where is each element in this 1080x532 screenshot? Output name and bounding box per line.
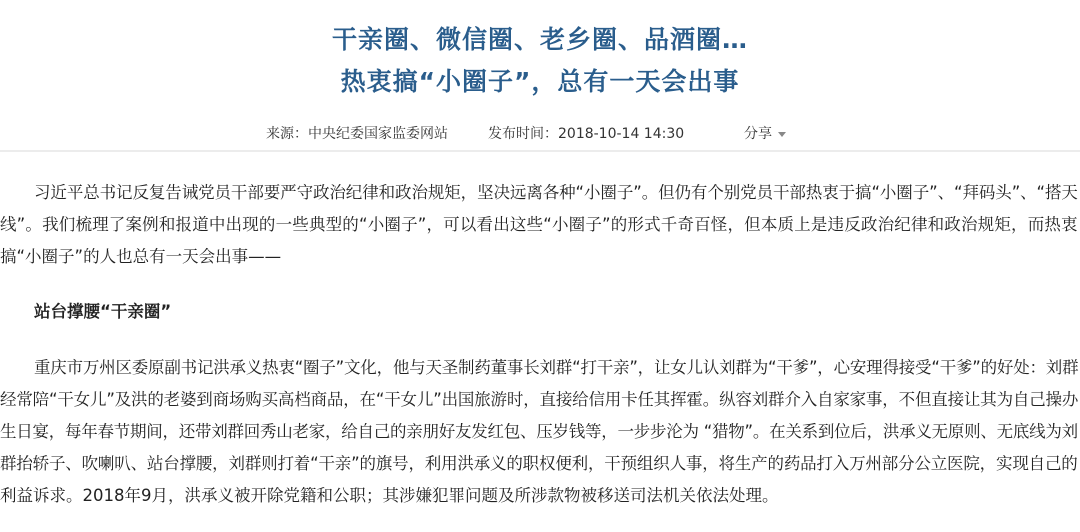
- article-source: 来源：中央纪委国家监委网站: [266, 126, 448, 142]
- section-line: 重庆市万州区委原副书记洪承义热衷“圈子”文化，他与天圣制药董事长刘群“打干亲”，让女儿认刘群为“干爹”，心安理得接受“干爹”的好处：刘群: [34, 358, 1079, 377]
- header-divider: [0, 150, 1080, 152]
- article-title-line-1: 干亲圈、微信圈、老乡圈、品酒圈…: [331, 25, 748, 54]
- section-heading: 站台撑腰“干亲圈”: [34, 302, 172, 321]
- caret-down-icon: [778, 132, 786, 137]
- intro-line: 习近平总书记反复告诫党员干部要严守政治纪律和政治规矩，坚决远离各种“小圈子”。但仍有个别党员干部热衷于搞“小圈子”、“拜码头”、“搭天: [34, 183, 1078, 202]
- share-label: 分享: [744, 126, 772, 142]
- intro-line: 线”。我们梳理了案例和报道中出现的一些典型的“小圈子”，可以看出这些“小圈子”的形式千奇百怪，但本质上是违反政治纪律和政治规矩，而热衷: [0, 215, 1078, 234]
- publish-time: 发布时间：2018-10-14 14:30: [488, 126, 685, 142]
- section-line: 利益诉求。2018年9月，洪承义被开除党籍和公职；其涉嫌犯罪问题及所涉款物被移送司法机关依法处理。: [0, 486, 779, 505]
- share-button[interactable]: [744, 123, 786, 143]
- section-line: 群抬轿子、吹喇叭、站台撑腰，刘群则打着“干亲”的旗号，利用洪承义的职权便利，干预组织人事，将生产的药品打入万州部分公立医院，实现自己的: [0, 454, 1078, 473]
- section-line: 生日宴，每年春节期间，还带刘群回秀山老家，给自己的亲朋好友发红包、压岁钱等，一步步沦为 “猎物”。在关系到位后，洪承义无原则、无底线为刘: [0, 422, 1078, 441]
- section-line: 经常陪“干女儿”及洪的老婆到商场购买高档商品，在“干女儿”出国旅游时，直接给信用卡任其挥霍。纵容刘群介入自家家事，不但直接让其为自己操办: [0, 390, 1079, 409]
- intro-line: 搞“小圈子”的人也总有一天会出事——: [0, 247, 282, 266]
- article-title-line-2: 热衷搞“小圈子”，总有一天会出事: [340, 67, 740, 96]
